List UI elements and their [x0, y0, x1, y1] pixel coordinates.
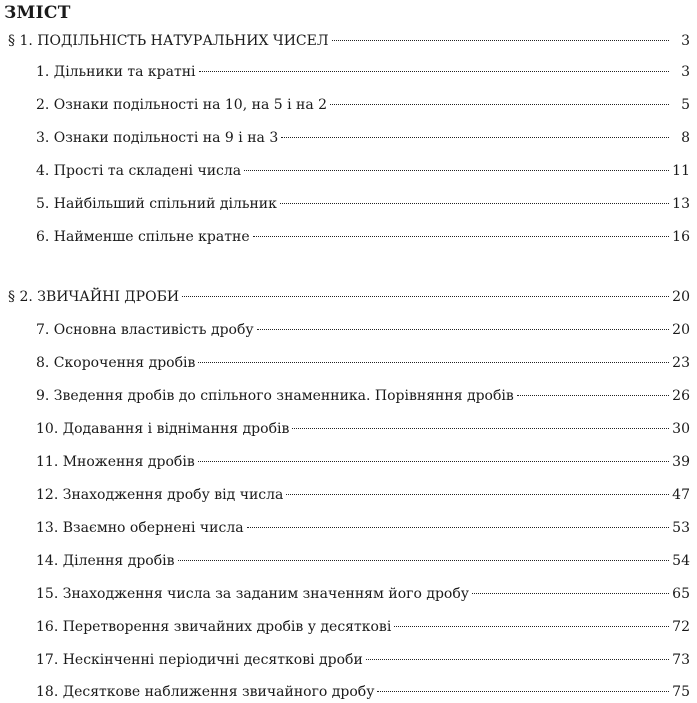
- dot-leader: [198, 362, 669, 363]
- topic-title: 15. Знаходження числа за заданим значенням його дробу: [36, 586, 470, 602]
- dot-leader: [292, 428, 669, 429]
- page-number: 23: [672, 355, 690, 371]
- dot-leader: [330, 104, 669, 105]
- dot-leader: [199, 71, 669, 72]
- topic-title: 4. Прості та складені числа: [36, 163, 242, 179]
- dot-leader: [281, 137, 669, 138]
- dot-leader: [182, 296, 669, 297]
- dot-leader: [178, 560, 670, 561]
- topic-title: 1. Дільники та кратні: [36, 64, 196, 80]
- dot-leader: [198, 461, 669, 462]
- page-number: 72: [672, 619, 690, 635]
- topic-title: 14. Ділення дробів: [36, 553, 175, 569]
- toc-item-row[interactable]: [36, 484, 690, 506]
- toc-item-row[interactable]: [36, 451, 690, 473]
- topic-title: 10. Додавання і віднімання дробів: [36, 421, 290, 437]
- page-number: 13: [672, 196, 690, 212]
- topic-title: 16. Перетворення звичайних дробів у десяткові: [36, 619, 392, 635]
- page-number: 53: [672, 520, 690, 536]
- dot-leader: [253, 236, 669, 237]
- toc-item-row[interactable]: [36, 61, 690, 83]
- page-number: 16: [672, 229, 690, 245]
- topic-title: 8. Скорочення дробів: [36, 355, 196, 371]
- page-number: 26: [672, 388, 690, 404]
- dot-leader: [517, 395, 669, 396]
- dot-leader: [257, 329, 669, 330]
- dot-leader: [377, 691, 669, 692]
- page-number: 47: [672, 487, 690, 503]
- dot-leader: [247, 527, 669, 528]
- toc-item-row[interactable]: [36, 616, 690, 638]
- page-number: 54: [672, 553, 690, 569]
- page-number: 11: [672, 163, 690, 179]
- topic-title: 9. Зведення дробів до спільного знаменника. Порівняння дробів: [36, 388, 514, 404]
- toc-item-row[interactable]: [36, 94, 690, 116]
- topic-title: 3. Ознаки подільності на 9 і на 3: [36, 130, 279, 146]
- toc-section-row[interactable]: [8, 30, 690, 52]
- toc-item-row[interactable]: [36, 127, 690, 149]
- topic-title: 6. Найменше спільне кратне: [36, 229, 250, 245]
- toc-item-row[interactable]: [36, 226, 690, 248]
- page-number: 73: [672, 652, 690, 668]
- section-title: § 2. ЗВИЧАЙНІ ДРОБИ: [8, 289, 180, 305]
- toc-section-row[interactable]: [8, 286, 690, 308]
- page-number: 39: [672, 454, 690, 470]
- dot-leader: [280, 203, 669, 204]
- page-number: 3: [681, 64, 690, 80]
- toc-item-row[interactable]: [36, 550, 690, 572]
- dot-leader: [394, 626, 669, 627]
- toc-item-row[interactable]: [36, 193, 690, 215]
- toc-item-row[interactable]: [36, 418, 690, 440]
- section-title: § 1. ПОДІЛЬНІСТЬ НАТУРАЛЬНИХ ЧИСЕЛ: [8, 33, 329, 49]
- topic-title: 17. Нескінченні періодичні десяткові дроби: [36, 652, 363, 668]
- page-number: 30: [672, 421, 690, 437]
- page-number: 75: [672, 684, 690, 700]
- toc-item-row[interactable]: [36, 517, 690, 539]
- dot-leader: [472, 593, 669, 594]
- page-number: 65: [672, 586, 690, 602]
- topic-title: 12. Знаходження дробу від числа: [36, 487, 284, 503]
- topic-title: 7. Основна властивість дробу: [36, 322, 254, 338]
- toc-item-row[interactable]: [36, 649, 690, 671]
- dot-leader: [244, 170, 669, 171]
- toc-item-row[interactable]: [36, 319, 690, 341]
- dot-leader: [366, 659, 669, 660]
- dot-leader: [286, 494, 669, 495]
- page-number: 20: [672, 322, 690, 338]
- topic-title: 13. Взаємно обернені числа: [36, 520, 244, 536]
- page-number: 20: [672, 289, 690, 305]
- topic-title: 18. Десяткове наближення звичайного дробу: [36, 684, 375, 700]
- toc-item-row[interactable]: [36, 352, 690, 374]
- toc-item-row[interactable]: [36, 160, 690, 182]
- page-number: 5: [681, 97, 690, 113]
- toc-item-row[interactable]: [36, 385, 690, 407]
- page-number: 3: [681, 33, 690, 49]
- topic-title: 11. Множення дробів: [36, 454, 195, 470]
- topic-title: 5. Найбільший спільний дільник: [36, 196, 277, 212]
- contents-title: ЗМІСТ: [4, 3, 71, 23]
- toc-item-row[interactable]: [36, 583, 690, 605]
- topic-title: 2. Ознаки подільності на 10, на 5 і на 2: [36, 97, 328, 113]
- page-number: 8: [681, 130, 690, 146]
- dot-leader: [332, 40, 669, 41]
